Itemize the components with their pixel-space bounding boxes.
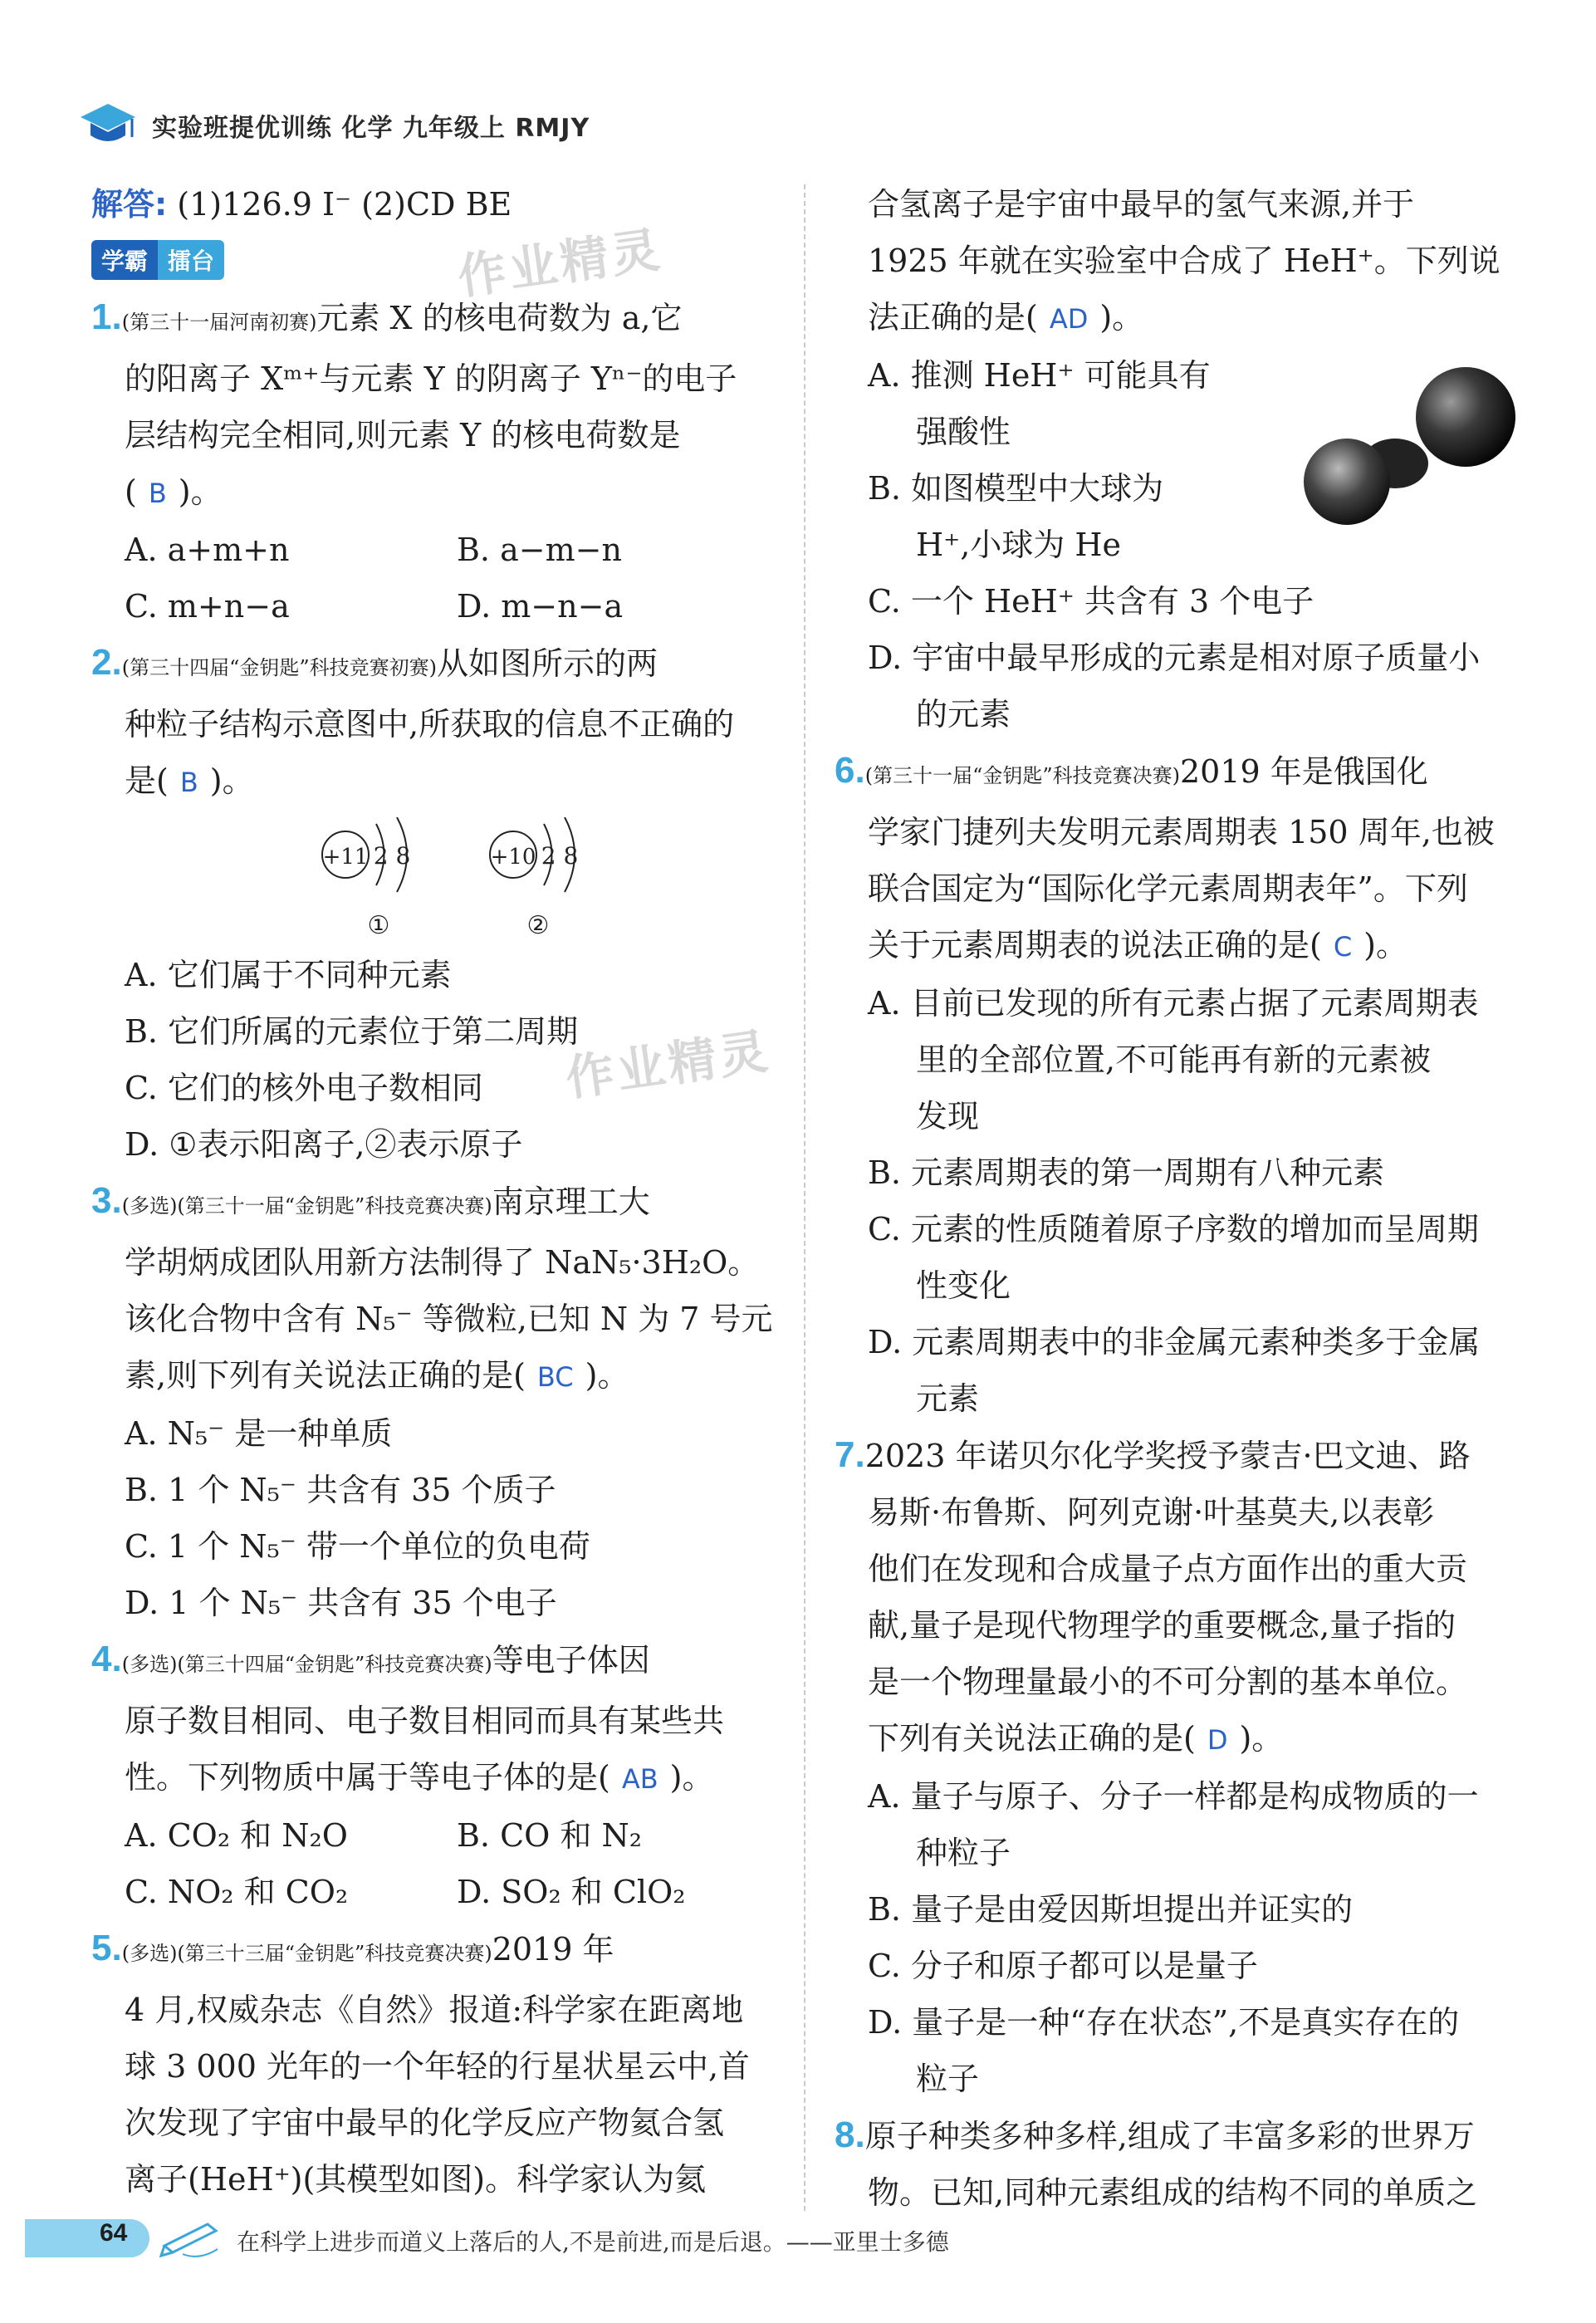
option-c: C. 分子和原子都可以是量子: [868, 1948, 1258, 1984]
nucleus-charge: +11: [322, 845, 369, 870]
diagram-label: ②: [526, 911, 550, 940]
options-row: [91, 522, 789, 578]
option-a-cont: 强酸性: [916, 414, 1011, 450]
electron-shells: 2 8: [373, 842, 411, 870]
question-text: 学家门捷列夫发明元素周期表 150 周年,也被: [868, 814, 1495, 850]
option-d: D. 1 个 N₅⁻ 共含有 35 个电子: [125, 1585, 557, 1621]
question-number: 1.: [91, 297, 122, 337]
question-text: 物。已知,同种元素组成的结构不同的单质之: [868, 2174, 1478, 2211]
diagram-label: ①: [367, 911, 390, 940]
option-b: B. 量子是由爱因斯坦提出并证实的: [868, 1891, 1354, 1928]
option-b-cont: H⁺,小球为 He: [916, 527, 1121, 563]
answer: AB: [621, 1763, 658, 1795]
question-text: 2023 年诺贝尔化学奖授予蒙吉·巴文迪、路: [864, 1438, 1471, 1474]
paren: )。: [1239, 1720, 1284, 1757]
answer: C: [1333, 931, 1353, 963]
answer-blank-line: [91, 752, 789, 811]
heh-molecule-model-image: [1287, 357, 1520, 540]
question-text: 次发现了宇宙中最早的化学反应产物氦合氢: [125, 2105, 725, 2141]
option-b: B. 元素周期表的第一周期有八种元素: [868, 1154, 1385, 1191]
option-c: C. 一个 HeH⁺ 共含有 3 个电子: [868, 583, 1314, 620]
atom-diagram-svg: [91, 817, 789, 942]
question-text: 从如图所示的两: [436, 645, 658, 682]
question-text: 的阳离子 Xᵐ⁺与元素 Y 的阴离子 Yⁿ⁻的电子: [125, 360, 737, 397]
answer: B: [179, 767, 198, 798]
answer: AD: [1049, 303, 1089, 335]
option-c: C. 元素的性质随着原子序数的增加而呈周期: [868, 1211, 1479, 1247]
question-text: 素,则下列有关说法正确的是(: [125, 1357, 526, 1394]
page-header: [79, 98, 590, 153]
question-text: 原子数目相同、电子数目相同而具有某些共: [125, 1703, 725, 1739]
question-source: (多选)(第三十四届“金钥匙”科技竞赛决赛): [121, 1653, 492, 1676]
answer-blank-line: [835, 1710, 1524, 1768]
option-b: B. 如图模型中大球为: [868, 470, 1164, 507]
answer: B: [148, 478, 167, 509]
option-c-cont: 性变化: [916, 1267, 1011, 1304]
question-2: [91, 635, 789, 696]
question-1: [91, 289, 789, 350]
question-text: 球 3 000 光年的一个年轻的行星状星云中,首: [125, 2048, 751, 2085]
nucleus-charge: +10: [490, 845, 536, 870]
question-text: 该化合物中含有 N₅⁻ 等微粒,已知 N 为 7 号元: [125, 1301, 773, 1337]
option-d-cont: 粒子: [916, 2061, 980, 2097]
question-number: 7.: [835, 1434, 865, 1475]
option-b: B. a−m−n: [457, 532, 622, 568]
atom-2: [490, 817, 578, 940]
atom-1: [322, 817, 410, 940]
question-text: 层结构完全相同,则元素 Y 的核电荷数是: [125, 417, 681, 453]
question-text: 南京理工大: [492, 1184, 650, 1220]
options-row: [91, 1864, 789, 1920]
question-5: [91, 1920, 789, 1982]
question-text: 他们在发现和合成量子点方面作出的重大贡: [868, 1551, 1468, 1587]
question-source: (第三十一届“金钥匙”科技竞赛决赛): [864, 764, 1180, 787]
question-source: (第三十四届“金钥匙”科技竞赛初赛): [121, 656, 437, 679]
answer-line: [91, 176, 789, 233]
answer-text: (1)126.9 I⁻ (2)CD BE: [177, 186, 512, 223]
option-b: B. 1 个 N₅⁻ 共含有 35 个质子: [125, 1472, 556, 1508]
question-3: [91, 1173, 789, 1234]
paren: (: [125, 473, 137, 510]
option-a-cont: 发现: [916, 1098, 980, 1135]
option-c: C. 它们的核外电子数相同: [125, 1070, 483, 1106]
option-d: D. 量子是一种“存在状态”,不是真实存在的: [868, 2004, 1460, 2041]
option-a: A. 量子与原子、分子一样都是构成物质的一: [868, 1778, 1479, 1815]
question-text: 1925 年就在实验室中合成了 HeH⁺。下列说: [868, 243, 1501, 279]
options-row: [91, 1807, 789, 1864]
watermark: 作业精灵: [454, 221, 667, 306]
paren: )。: [1099, 299, 1144, 336]
left-column: [91, 176, 789, 2208]
option-c: C. m+n−a: [125, 588, 290, 625]
question-text: 学胡炳成团队用新方法制得了 NaN₅·3H₂O。: [125, 1244, 760, 1281]
page-footer: [25, 2209, 1571, 2267]
question-number: 5.: [91, 1928, 122, 1968]
answer-label: 解答:: [91, 186, 168, 223]
paren: )。: [669, 1759, 714, 1796]
option-a: A. 推测 HeH⁺ 可能具有: [868, 357, 1211, 394]
answer-blank-line: [91, 1347, 789, 1405]
option-d: D. 宇宙中最早形成的元素是相对原子质量小: [868, 640, 1481, 676]
option-d: D. ①表示阳离子,②表示原子: [125, 1126, 523, 1163]
badge-part-1: 学霸: [91, 240, 158, 280]
question-text: 是一个物理量最小的不可分割的基本单位。: [868, 1664, 1468, 1700]
question-number: 4.: [91, 1639, 122, 1679]
option-a-cont: 里的全部位置,不可能再有新的元素被: [916, 1041, 1432, 1078]
question-source: (第三十一届河南初赛): [121, 311, 317, 334]
question-text: 性。下列物质中属于等电子体的是(: [125, 1759, 610, 1796]
option-d-cont: 的元素: [916, 696, 1011, 733]
question-text: 是(: [125, 762, 169, 799]
option-a-cont: 种粒子: [916, 1835, 1011, 1871]
header-title: 实验班提优训练 化学 九年级上 RMJY: [152, 114, 590, 143]
option-d: D. SO₂ 和 ClO₂: [457, 1874, 686, 1910]
question-text: 关于元素周期表的说法正确的是(: [868, 927, 1322, 963]
question-text: 2019 年是俄国化: [1179, 753, 1428, 790]
option-a: A. N₅⁻ 是一种单质: [125, 1415, 393, 1452]
pencil-doodle-icon: [158, 2213, 224, 2262]
option-c: C. 1 个 N₅⁻ 带一个单位的负电荷: [125, 1528, 590, 1565]
option-b: B. CO 和 N₂: [457, 1817, 642, 1854]
graduation-cap-icon: [79, 100, 137, 150]
answer: D: [1207, 1724, 1228, 1756]
question-number: 6.: [835, 750, 865, 791]
question-source: (多选)(第三十一届“金钥匙”科技竞赛决赛): [121, 1194, 492, 1218]
paren: )。: [1363, 927, 1408, 963]
option-b: B. 它们所属的元素位于第二周期: [125, 1013, 579, 1050]
section-badge: [91, 241, 224, 279]
electron-shells: 2 8: [541, 842, 579, 870]
options-row: [91, 578, 789, 635]
atom-structure-diagram: [91, 817, 789, 942]
option-d-cont: 元素: [916, 1380, 980, 1417]
question-text: 易斯·布鲁斯、阿列克谢·叶基莫夫,以表彰: [868, 1494, 1435, 1531]
question-7: [835, 1427, 1524, 1484]
answer-blank-line: [835, 289, 1524, 347]
question-6: [835, 742, 1524, 804]
page-number-tab: [25, 2219, 149, 2257]
page-number: 64: [100, 2219, 128, 2247]
answer-blank-line: [835, 917, 1524, 975]
answer-blank-line: [91, 1749, 789, 1807]
question-text: 4 月,权威杂志《自然》报道:科学家在距离地: [125, 1992, 744, 2028]
option-d: D. m−n−a: [457, 588, 624, 625]
question-text: 等电子体因: [492, 1642, 650, 1679]
question-source: (多选)(第三十三届“金钥匙”科技竞赛决赛): [121, 1942, 492, 1965]
question-text: 法正确的是(: [868, 299, 1038, 336]
question-text: 原子种类多种多样,组成了丰富多彩的世界万: [864, 2118, 1475, 2154]
question-text: 2019 年: [492, 1931, 614, 1968]
option-a: A. 目前已发现的所有元素占据了元素周期表: [868, 985, 1479, 1022]
question-4: [91, 1631, 789, 1693]
badge-part-2: 擂台: [158, 240, 224, 280]
option-a: A. a+m+n: [125, 532, 290, 568]
column-divider: [804, 184, 805, 2211]
question-number: 8.: [835, 2115, 865, 2155]
question-number: 2.: [91, 642, 122, 683]
answer: BC: [536, 1361, 574, 1393]
paren: )。: [209, 762, 254, 799]
question-text: 献,量子是现代物理学的重要概念,量子指的: [868, 1607, 1456, 1644]
question-text: 下列有关说法正确的是(: [868, 1720, 1196, 1757]
option-d: D. 元素周期表中的非金属元素种类多于金属: [868, 1324, 1481, 1360]
answer-blank-line: [91, 463, 789, 522]
question-text: 元素 X 的核电荷数为 a,它: [316, 300, 683, 336]
question-text: 离子(HeH⁺)(其模型如图)。科学家认为氦: [125, 2161, 707, 2198]
question-number: 3.: [91, 1180, 122, 1221]
watermark: 作业精灵: [562, 1022, 775, 1107]
footer-quote: 在科学上进步而道义上落后的人,不是前进,而是后退。——亚里士多德: [237, 2228, 949, 2256]
question-text: 联合国定为“国际化学元素周期表年”。下列: [868, 870, 1468, 907]
option-a: A. CO₂ 和 N₂O: [125, 1817, 348, 1854]
question-text: 种粒子结构示意图中,所获取的信息不正确的: [125, 706, 735, 742]
question-8: [835, 2107, 1524, 2164]
paren: )。: [178, 473, 223, 510]
paren: )。: [585, 1357, 629, 1394]
question-text: 合氢离子是宇宙中最早的氢气来源,并于: [868, 186, 1415, 223]
option-a: A. 它们属于不同种元素: [125, 957, 452, 993]
option-c: C. NO₂ 和 CO₂: [125, 1874, 349, 1910]
